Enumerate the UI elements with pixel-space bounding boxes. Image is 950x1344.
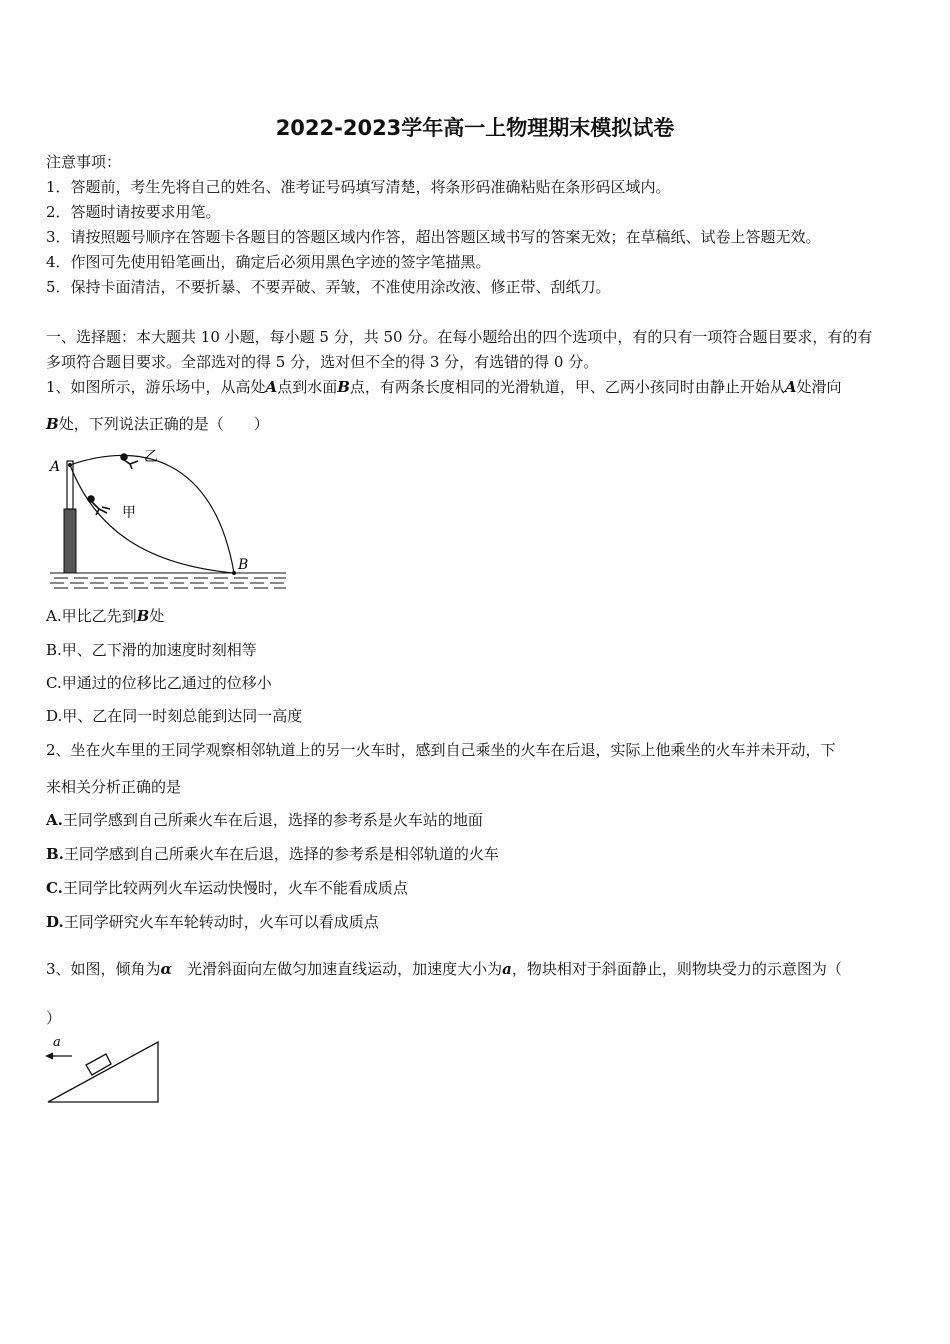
option-prefix: D. [46,707,63,725]
q1-option-d[interactable] [46,706,302,726]
fig-label-a: A [50,459,61,475]
option-text: 处 [149,607,165,625]
notice-heading: 注意事项： [46,153,122,171]
q2-option-c[interactable] [46,878,408,898]
option-text: 甲通过的位移比乙通过的位移小 [61,674,272,692]
fig-label-jia: 甲 [122,505,136,521]
q1-stem-line1 [46,377,842,397]
notice-item-2: 2．答题时请按要求用笔。 [46,203,221,221]
q1-text: 处，下列说法正确的是（ ） [58,415,269,433]
q2-option-b[interactable] [46,844,499,864]
q1-text: 点，有两条长度相同的光滑轨道，甲、乙两小孩同时由静止开始从 [349,378,785,396]
notice-item-4: 4．作图可先使用铅笔画出，确定后必须用黑色字迹的签字笔描黑。 [46,253,491,271]
q2-stem-line2: 来相关分析正确的是 [46,778,182,796]
q3-stem-line1 [46,959,842,979]
option-prefix: A. [46,607,62,625]
q1-stem-line2 [46,414,269,434]
option-text: 甲、乙在同一时刻总能到达同一高度 [62,707,303,725]
q3-stem-line2: ） [46,1009,62,1027]
q1-option-b[interactable] [46,640,257,660]
option-prefix: D. [46,913,64,931]
point-a [68,463,72,467]
option-text: 王同学感到自己所乘火车在后退，选择的参考系是相邻轨道的火车 [63,845,499,863]
block-on-incline [86,1054,111,1075]
option-text: 王同学比较两列火车运动快慢时，火车不能看成质点 [62,879,408,897]
q1-text: 点到水面 [277,378,338,396]
q2-option-a[interactable] [46,810,483,830]
option-point-label: B [136,607,150,625]
q1-option-a[interactable] [46,606,164,626]
q3-text: ，物块相对于斜面静止，则物块受力的示意图为（ [511,960,842,978]
water-surface [50,573,286,588]
q2-option-d[interactable] [46,912,379,932]
option-text: 王同学研究火车车轮转动时，火车可以看成质点 [63,913,379,931]
exam-title: 2022-2023学年高一上物理期末模拟试卷 [275,116,675,140]
fig-label-b: B [238,557,249,573]
fig-label-yi: 乙 [144,449,158,465]
section-instructions-line2: 多项符合题目要求。全部选对的得 5 分，选对但不全的得 3 分，有选错的得 0 分。 [46,353,599,371]
option-prefix: B. [46,845,64,863]
option-text: 甲比乙先到 [61,607,137,625]
option-text: 甲、乙下滑的加速度时刻相等 [61,641,257,659]
option-prefix: C. [46,674,62,692]
option-prefix: A. [46,811,63,829]
option-prefix: B. [46,641,62,659]
q1-point-label: B [46,415,59,433]
q3-incline-figure [40,1030,165,1106]
notice-item-3: 3．请按照题号顺序在答题卡各题目的答题区域内作答，超出答题区域书写的答案无效；在草稿纸、试卷上答题无效。 [46,228,821,246]
notice-item-1: 1．答题前，考生先将自己的姓名、准考证号码填写清楚，将条形码准确粘贴在条形码区域内。 [46,178,671,196]
incline-triangle [48,1042,158,1102]
track-jia [70,465,234,573]
q1-point-label: A [784,378,797,396]
q3-acc-symbol: a [502,960,512,978]
q1-point-label: A [265,378,278,396]
q1-slide-figure [44,447,294,592]
tower-base [64,509,76,573]
q1-option-c[interactable] [46,673,272,693]
q1-point-label: B [337,378,350,396]
track-yi [70,455,234,573]
q3-text: 光滑斜面向左做匀加速直线运动，加速度大小为 [172,960,503,978]
q3-text: 3、如图，倾角为 [46,960,161,978]
q3-alpha-symbol: α [160,960,173,978]
tower-pole [67,461,73,509]
q1-text: 处滑向 [796,378,842,396]
arrow-head-left-icon [45,1053,53,1060]
fig-label-acc: a [53,1035,61,1050]
notice-item-5: 5．保持卡面清洁，不要折暴、不要弄破、弄皱，不准使用涂改液、修正带、刮纸刀。 [46,278,611,296]
q2-stem-line1: 2、坐在火车里的王同学观察相邻轨道上的另一火车时，感到自己乘坐的火车在后退，实际上他乘坐的火车并未开动，下 [46,741,836,759]
option-prefix: C. [46,879,63,897]
option-text: 王同学感到自己所乘火车在后退，选择的参考系是火车站的地面 [62,811,483,829]
section-instructions-line1: 一、选择题：本大题共 10 小题，每小题 5 分，共 50 分。在每小题给出的四个选项中，有的只有一项符合题目要求，有的有 [46,328,873,346]
q1-text: 1、如图所示，游乐场中，从高处 [46,378,266,396]
